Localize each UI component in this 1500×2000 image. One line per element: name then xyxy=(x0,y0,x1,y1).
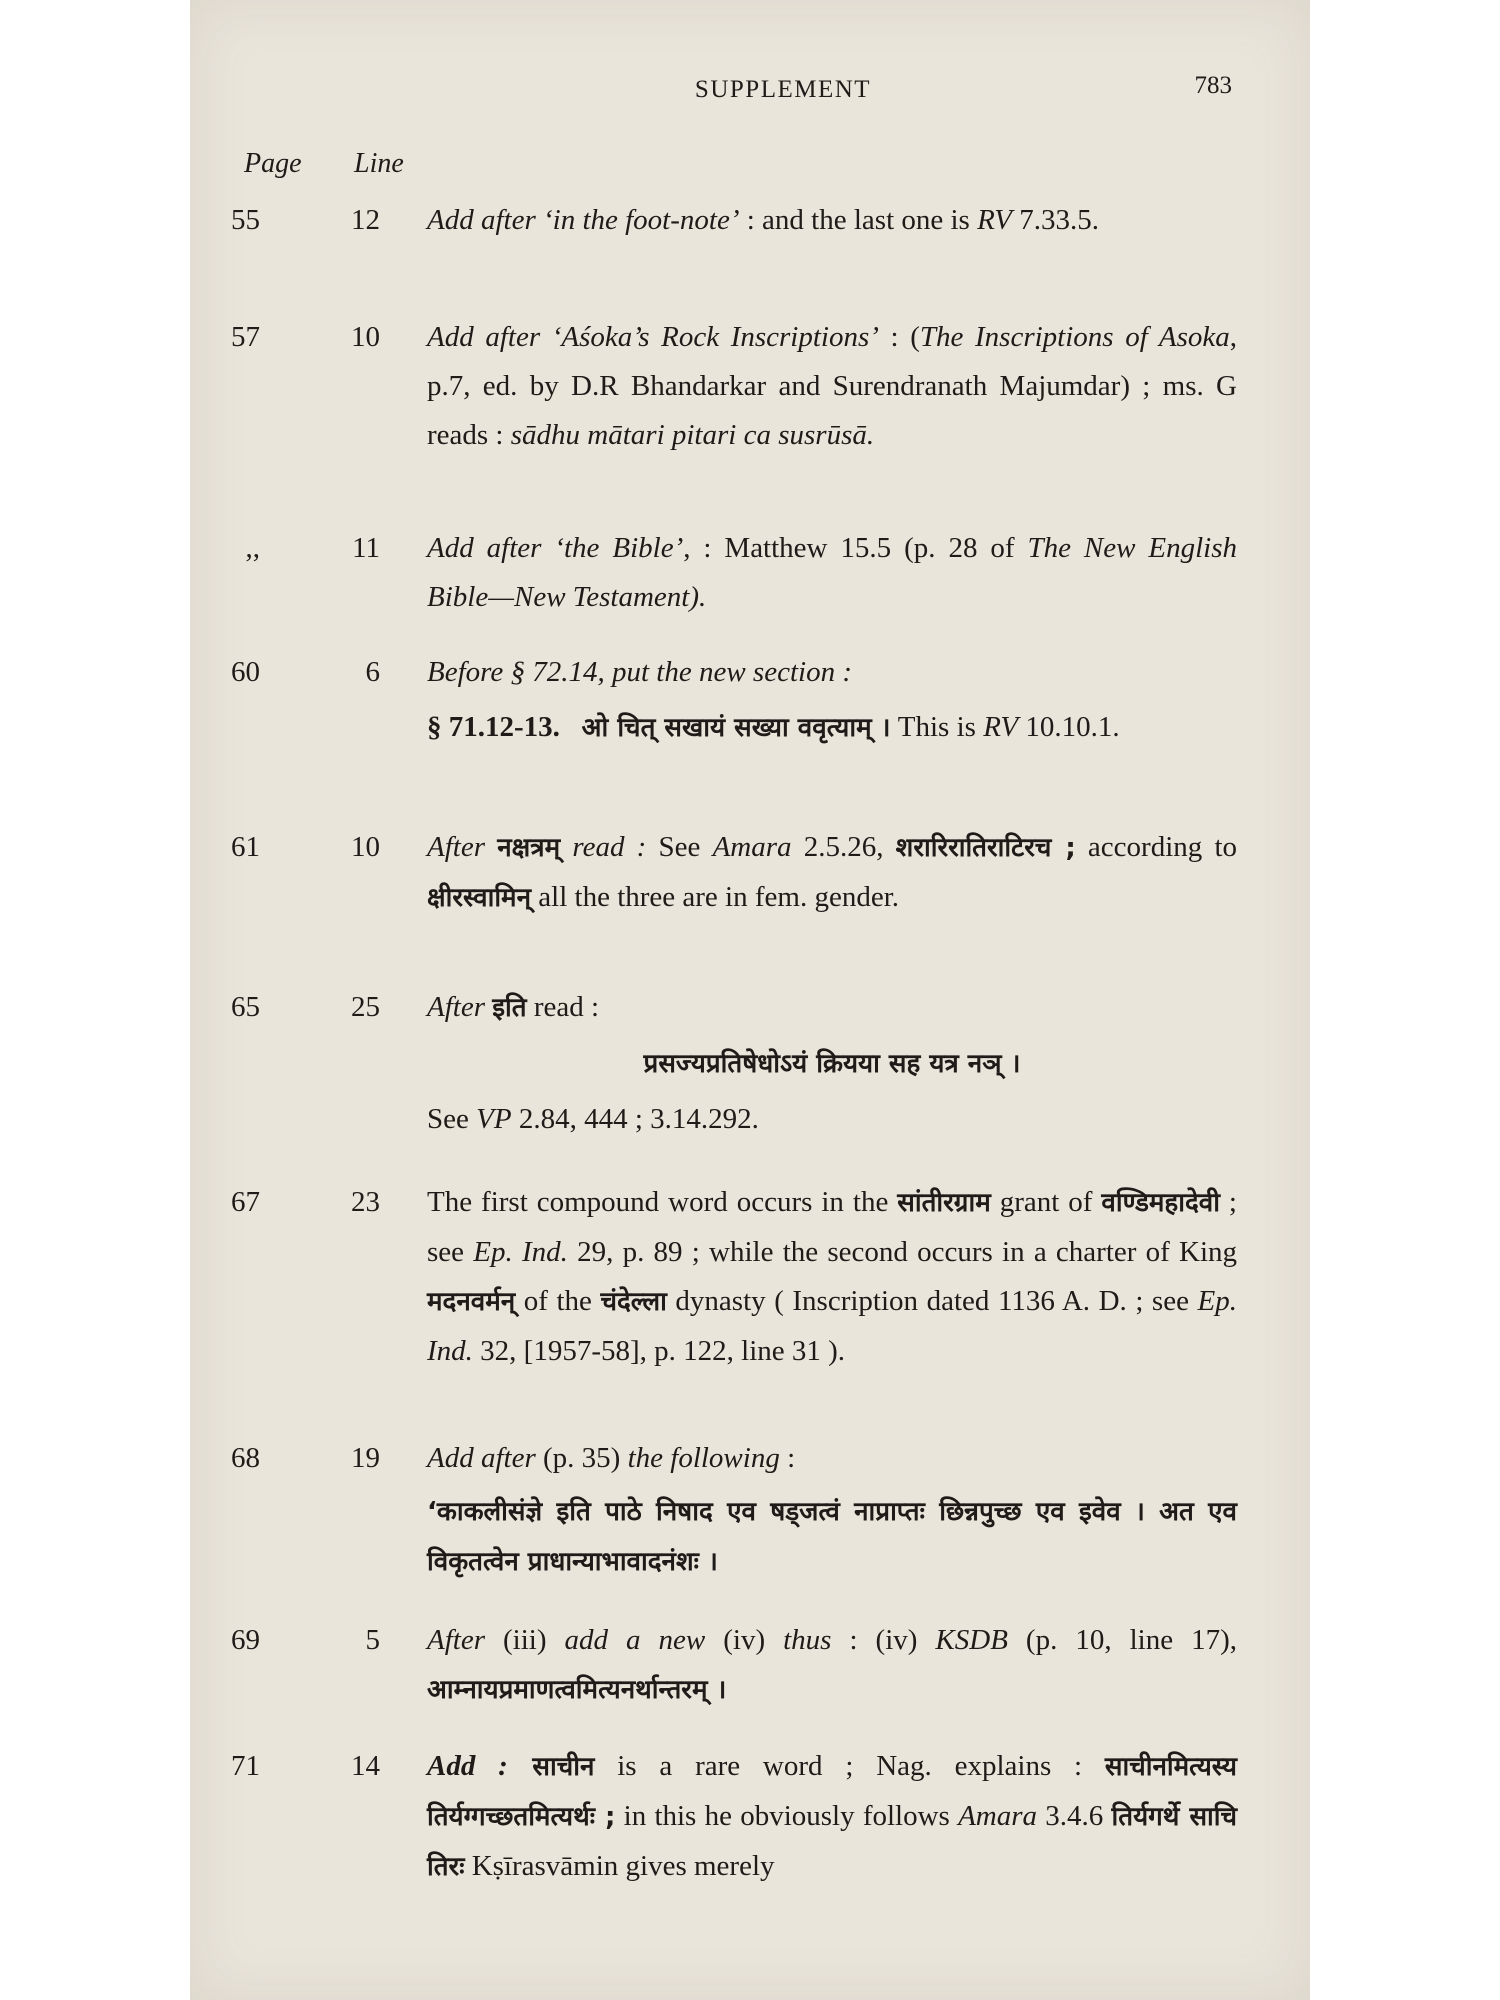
entry-page: 71 xyxy=(231,1750,260,1782)
text-italic: Amara xyxy=(958,1800,1038,1832)
text-italic: Add : xyxy=(427,1750,508,1782)
text-italic: The Inscriptions of Asoka xyxy=(919,321,1230,353)
entry-line: 5 xyxy=(365,1624,380,1656)
text-run: : ( xyxy=(878,321,920,353)
devanagari-word: मदनवर्मन् xyxy=(427,1287,516,1317)
entry-line: 14 xyxy=(351,1750,380,1782)
text-italic: Add after xyxy=(427,1442,536,1474)
text-run: ; see xyxy=(427,1186,1237,1268)
text-run: all the three are in fem. gender. xyxy=(531,881,899,913)
entry-page: 69 xyxy=(231,1624,260,1656)
devanagari-word: शरारिरातिराटिरच ; xyxy=(895,833,1076,863)
text-run: : (iv) xyxy=(831,1624,936,1656)
entry-text xyxy=(427,1178,1237,1376)
text-italic: thus xyxy=(783,1624,832,1656)
text-italic: Before § 72.14, put the new section : xyxy=(427,656,852,688)
text-run: in this he obviously follows xyxy=(615,1800,959,1832)
entry-line: 6 xyxy=(365,656,380,688)
page-number: 783 xyxy=(1194,72,1232,99)
text-italic: add a new xyxy=(564,1624,706,1656)
text-run: read : xyxy=(526,991,600,1023)
text-run: (iv) xyxy=(705,1624,784,1656)
text-italic: Ep. Ind. xyxy=(473,1236,568,1268)
entry-line: 10 xyxy=(351,831,380,863)
column-heading-line: Line xyxy=(354,148,404,179)
entry-text xyxy=(427,1742,1237,1892)
entry-text xyxy=(427,196,1237,245)
text-run: Kṣīrasvāmin gives merely xyxy=(464,1850,775,1882)
text-run: See xyxy=(646,831,713,863)
text-run: 2.84, 444 ; 3.14.292. xyxy=(511,1103,759,1135)
entry-line: 11 xyxy=(352,532,380,564)
entry-page: 55 xyxy=(231,204,260,236)
text-run: , : Matthew 15.5 (p. 28 of xyxy=(683,532,1028,564)
entry-line: 19 xyxy=(351,1442,380,1474)
text-run: dynasty ( Inscription dated 1136 A. D. ; see xyxy=(666,1285,1198,1317)
text-italic: Add after ‘Aśoka’s Rock Inscriptions’ xyxy=(427,321,879,353)
devanagari-word: वण्डिमहादेवी xyxy=(1101,1188,1220,1218)
text-run: 3.4.6 xyxy=(1037,1800,1112,1832)
text-run: 29, p. 89 ; while the second occurs in a charter of King xyxy=(567,1236,1238,1268)
devanagari-word: चंदेल्ला xyxy=(600,1287,667,1317)
entry-page: 65 xyxy=(231,991,260,1023)
devanagari-verse: प्रसज्यप्रतिषेधोऽयं क्रियया सह यत्र नञ् । xyxy=(643,1049,1021,1079)
text-italic: Amara xyxy=(712,831,792,863)
column-heading-page: Page xyxy=(244,148,302,179)
text-italic: Add after ‘in the foot-note’ xyxy=(427,204,740,236)
text-run: 2.5.26, xyxy=(791,831,896,863)
devanagari-word: क्षीरस्वामिन् xyxy=(427,883,532,913)
text-italic: VP xyxy=(476,1103,512,1135)
text-italic: After xyxy=(427,991,493,1023)
text-italic: sādhu mātari pitari ca susrūsā. xyxy=(510,419,875,451)
entry-line: 25 xyxy=(351,991,380,1023)
running-header-title: SUPPLEMENT xyxy=(694,76,872,103)
text-run: according to xyxy=(1075,831,1238,863)
text-run: 10.10.1. xyxy=(1018,711,1120,743)
entry-text xyxy=(427,1616,1237,1715)
entry-page-ditto: ,, xyxy=(245,532,260,564)
text-run: 32, [1957-58], p. 122, line 31 ). xyxy=(472,1335,846,1367)
text-italic: Ep. Ind. xyxy=(427,1285,1237,1367)
text-run: This is xyxy=(890,711,984,743)
text-italic: read : xyxy=(560,831,647,863)
text-run: (p. 35) xyxy=(535,1442,628,1474)
entry-text xyxy=(427,823,1237,923)
text-italic: After xyxy=(427,1624,485,1656)
text-italic: The New English Bible—New Testament). xyxy=(427,532,1238,613)
entry-page: 57 xyxy=(231,321,260,353)
devanagari-passage: ‘काकलीसंज्ञे इति पाठे निषाद एव षड्जत्वं नाप्राप्तः छिन्नपुच्छ एव इवेव । अत एव विकृतत्वेन प्राधान्याभावादनंशः । xyxy=(427,1497,1237,1577)
entry-page: 60 xyxy=(231,656,260,688)
entry-text xyxy=(427,983,1237,1144)
devanagari-word: इति xyxy=(492,993,527,1023)
devanagari-word: तिर्यगर्थे साचि तिरः xyxy=(427,1802,1237,1882)
text-run: : xyxy=(779,1442,796,1474)
devanagari-word: सांतीरग्राम xyxy=(897,1188,991,1218)
text-run: (p. 10, line 17), xyxy=(1007,1624,1237,1656)
text-italic: After xyxy=(427,831,498,863)
devanagari-word: साचीनमित्यस्य तिर्यग्गच्छतमित्यर्थः ; xyxy=(427,1752,1237,1832)
text-italic: KSDB xyxy=(935,1624,1008,1656)
text-run: See xyxy=(427,1103,477,1135)
entry-line: 23 xyxy=(351,1186,380,1218)
text-italic: the following xyxy=(627,1442,780,1474)
text-run: of the xyxy=(515,1285,601,1317)
devanagari-word: आम्नायप्रमाणत्वमित्यनर्थान्तरम् । xyxy=(427,1675,727,1705)
entry-text xyxy=(427,313,1237,460)
text-run: 7.33.5. xyxy=(1012,204,1099,236)
text-run: : and the last one is xyxy=(739,204,978,236)
devanagari-word: साचीन xyxy=(507,1752,595,1782)
entry-line: 12 xyxy=(351,204,380,236)
devanagari-word: नक्षत्रम् xyxy=(497,833,561,863)
entry-text xyxy=(427,1434,1237,1587)
text-italic: RV xyxy=(977,204,1012,236)
entry-line: 10 xyxy=(351,321,380,353)
text-run: is a rare word ; Nag. explains : xyxy=(594,1750,1105,1782)
entry-page: 61 xyxy=(231,831,260,863)
devanagari-quote: ओ चित् सखायं सख्या ववृत्याम् । xyxy=(581,713,891,743)
entry-text xyxy=(427,524,1237,622)
text-italic: Add after ‘the Bible’ xyxy=(427,532,684,564)
book-page xyxy=(190,0,1310,2000)
text-italic: RV xyxy=(983,711,1019,743)
entry-page: 67 xyxy=(231,1186,260,1218)
entry-text xyxy=(427,648,1237,753)
text-run: grant of xyxy=(990,1186,1102,1218)
entry-page: 68 xyxy=(231,1442,260,1474)
section-number: § 71.12-13. xyxy=(427,711,560,743)
text-run: The first compound word occurs in the xyxy=(427,1186,898,1218)
text-run: , p.7, ed. by D.R Bhandarkar and Surendranath Majumdar) ; ms. G reads : xyxy=(427,321,1237,451)
text-run: (iii) xyxy=(485,1624,565,1656)
